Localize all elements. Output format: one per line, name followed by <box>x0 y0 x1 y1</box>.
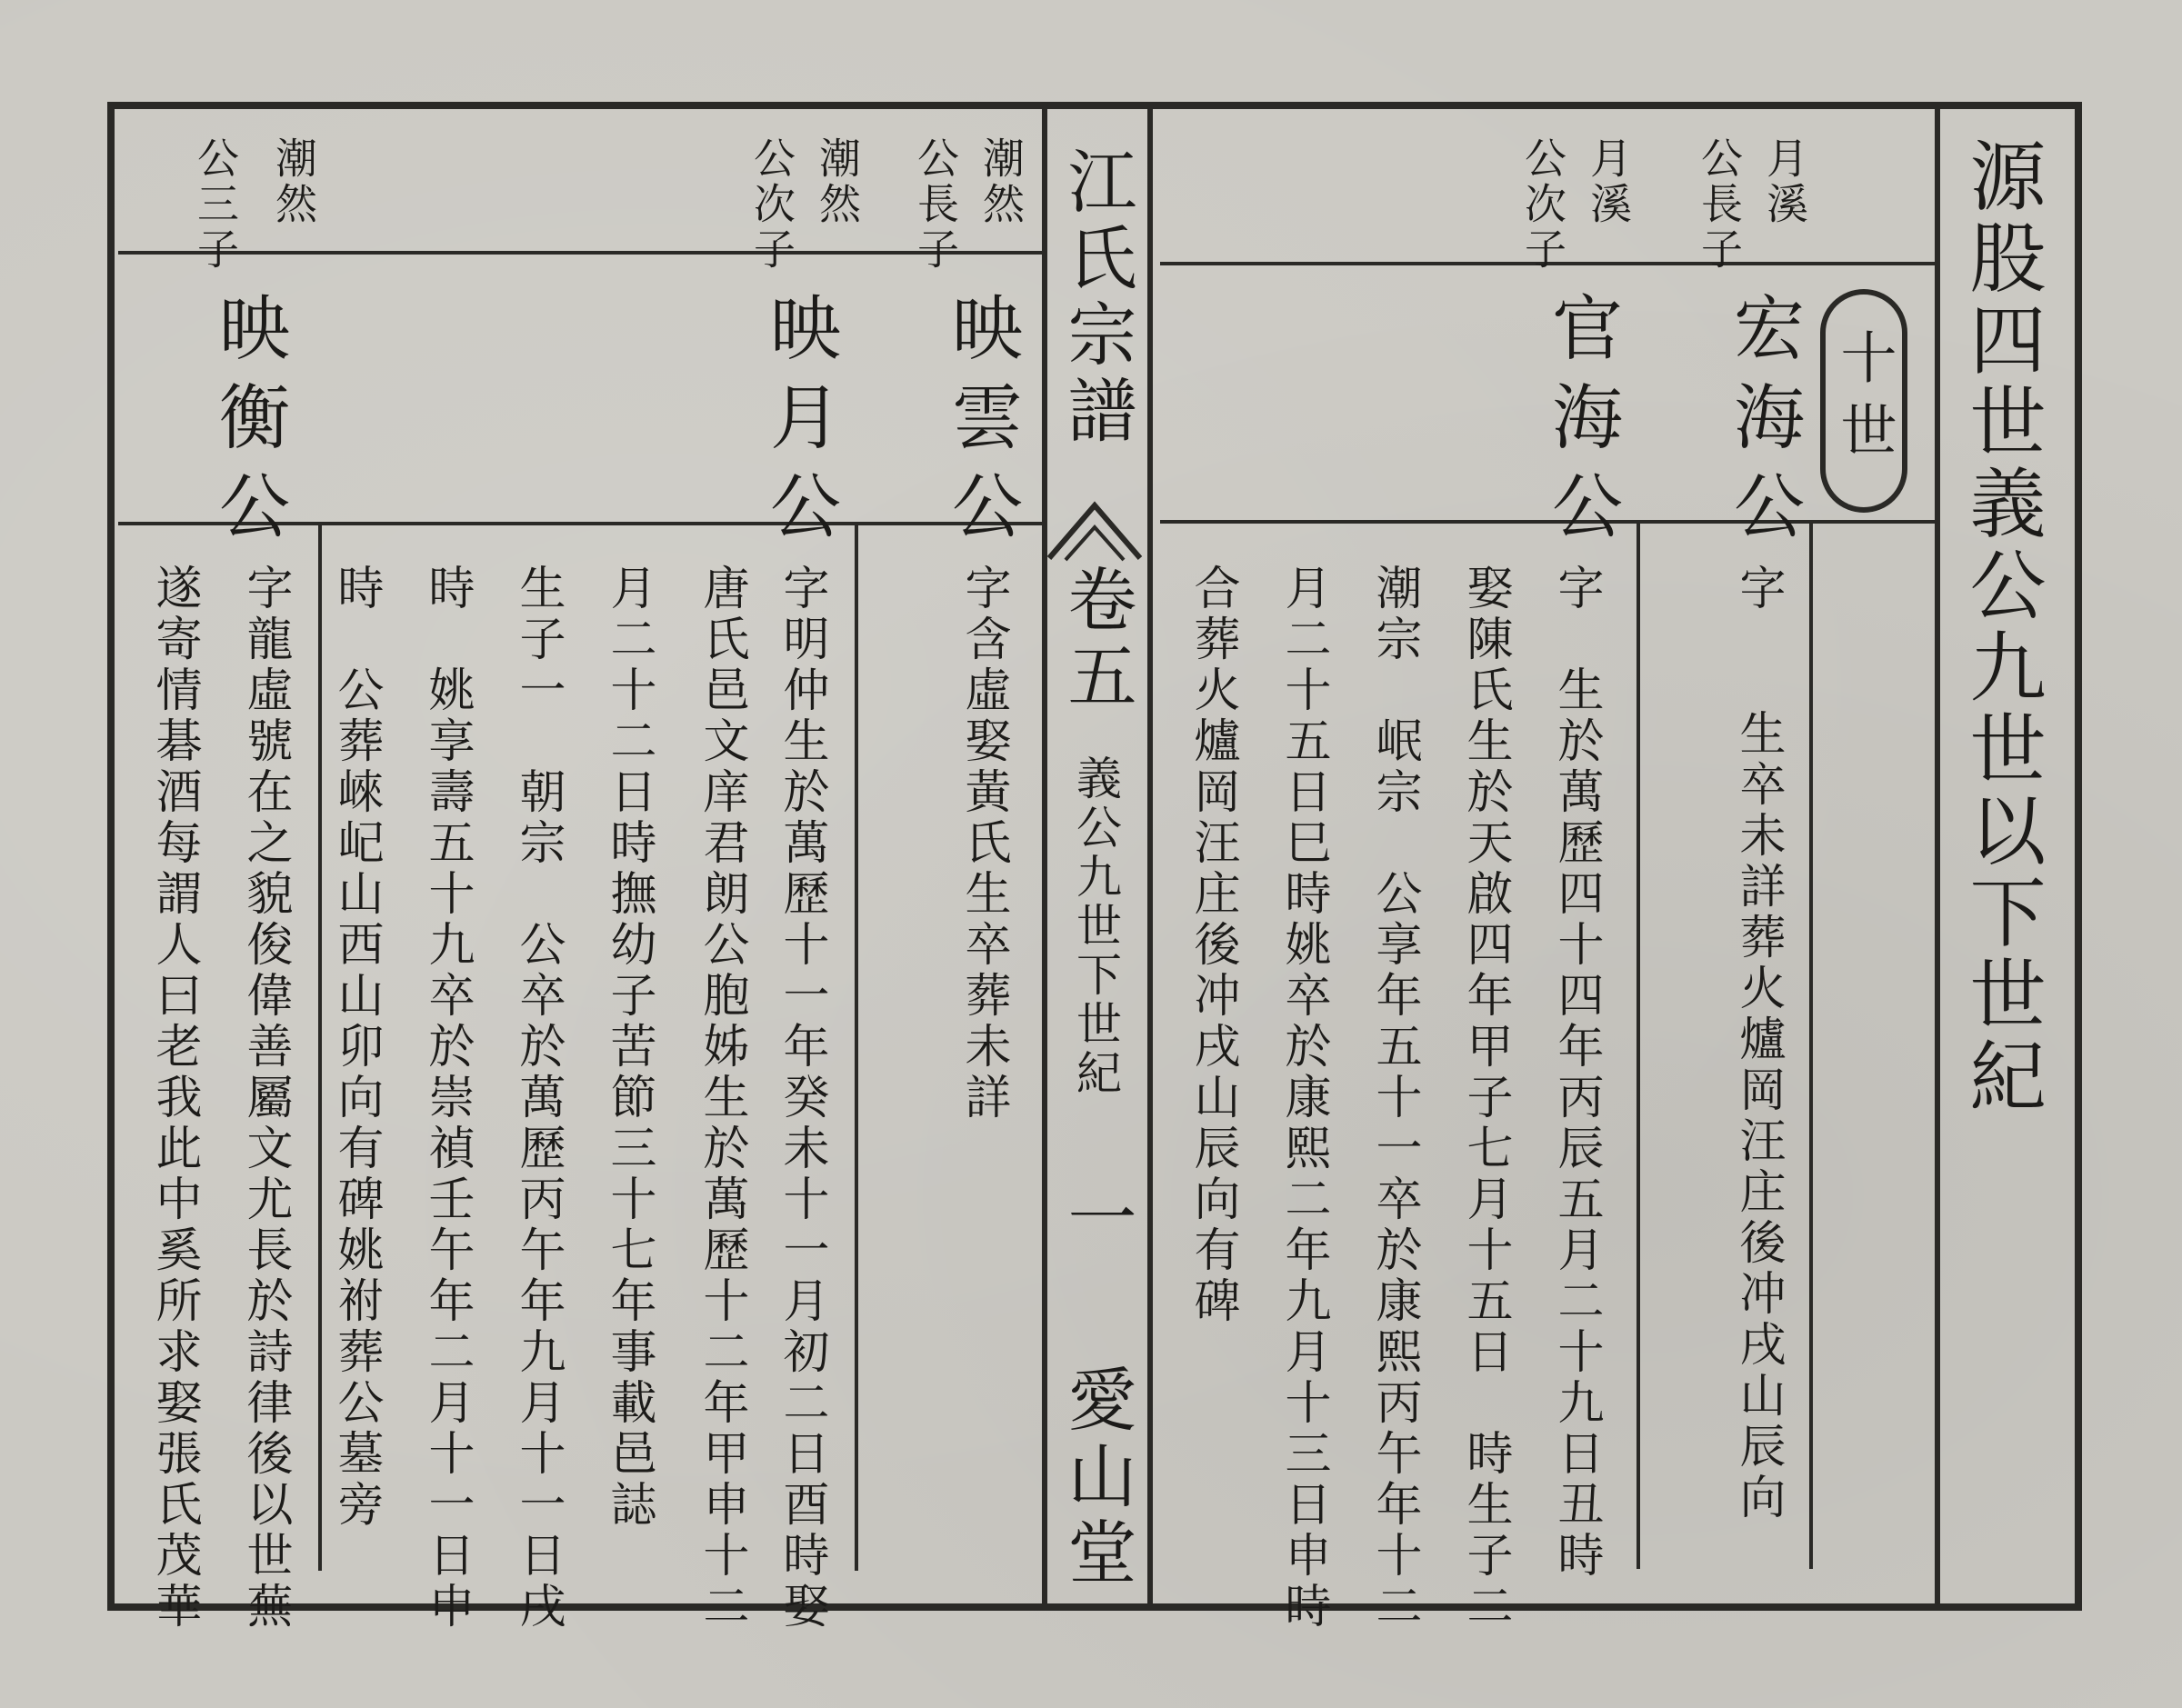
record-text: 時 姚享壽五十九卒於崇禎壬午年二月十一日申 <box>420 564 474 1633</box>
parent-label: 潮然 <box>269 136 318 227</box>
record-text: 月二十二日時撫幼子苦節三十七年事載邑誌 <box>602 564 656 1531</box>
record-text: 字含虛娶黃氏生卒葬未詳 <box>956 564 1010 1124</box>
page-number: 一 <box>1056 1182 1137 1258</box>
parent-label: 潮然 <box>976 136 1026 227</box>
fishtail-mark <box>1046 500 1144 564</box>
record-text: 字龍虛號在之貌俊偉善屬文尤長於詩律後以世蕪 <box>238 564 292 1633</box>
record-text: 遂寄情碁酒每謂人曰老我此中奚所求娶張氏茂華 <box>147 564 201 1633</box>
record-text: 生子一 朝宗 公卒於萬歷丙午年九月十一日戌 <box>511 564 565 1633</box>
hall-name: 愛山堂 <box>1056 1363 1137 1593</box>
heading-rule <box>1935 102 1940 1611</box>
left-person-divider-2 <box>318 525 322 1571</box>
record-text: 字明仲生於萬歷十一年癸未十一月初二日酉時娶 <box>775 564 828 1633</box>
parent-label: 公次子 <box>747 136 796 273</box>
book-title: 江氏宗譜 <box>1056 145 1137 451</box>
parent-label: 公次子 <box>1518 136 1567 273</box>
right-inner-divider <box>1809 524 1813 1569</box>
spine-left-rule <box>1042 102 1047 1611</box>
parent-label: 公三子 <box>191 136 240 273</box>
generation-label: 十世 <box>1831 328 1897 474</box>
left-person-divider-1 <box>855 525 858 1571</box>
record-text: 合葬火爐岡汪庄後冲戌山辰向有碑 <box>1186 564 1239 1327</box>
record-text: 字 生於萬歷四十四年丙辰五月二十九日丑時 <box>1549 564 1603 1582</box>
right-person-divider <box>1636 524 1640 1569</box>
record-text: 唐氏邑文庠君朗公胞姊生於萬歷十二年甲申十二 <box>695 564 748 1633</box>
page-heading: 源股四世義公九世以下世紀 <box>1957 136 2047 1118</box>
record-text: 月二十五日巳時姚卒於康熙二年九月十三日申時 <box>1276 564 1330 1633</box>
spine-right-rule <box>1147 102 1153 1611</box>
person-name: 映月公 <box>758 291 840 558</box>
record-text: 時 公葬崍屺山西山卯向有碑姚祔葬公墓旁 <box>329 564 383 1531</box>
record-text: 字 <box>1731 564 1785 614</box>
generation-badge <box>1820 289 1907 513</box>
record-text: 潮宗 岷宗 公享年五十一卒於康熙丙午年十二 <box>1367 564 1421 1633</box>
record-text: 娶陳氏生於天啟四年甲子七月十五日 時生子二 <box>1458 564 1512 1633</box>
parent-label: 月溪 <box>1584 136 1633 227</box>
parent-label: 公長子 <box>1695 136 1744 273</box>
volume-label: 卷五 <box>1056 564 1137 716</box>
person-name: 宏海公 <box>1722 291 1804 558</box>
person-name: 官海公 <box>1540 291 1622 558</box>
parent-label: 潮然 <box>813 136 862 227</box>
parent-label: 月溪 <box>1760 136 1809 227</box>
person-name: 映雲公 <box>940 291 1022 558</box>
section-label: 義公九世下世紀 <box>1069 754 1122 1098</box>
parent-label: 公長子 <box>911 136 960 273</box>
person-name: 映衡公 <box>207 291 289 558</box>
left-top-rule <box>118 251 1042 255</box>
record-text: 生卒未詳葬火爐岡汪庄後冲戌山辰向 <box>1731 709 1785 1523</box>
